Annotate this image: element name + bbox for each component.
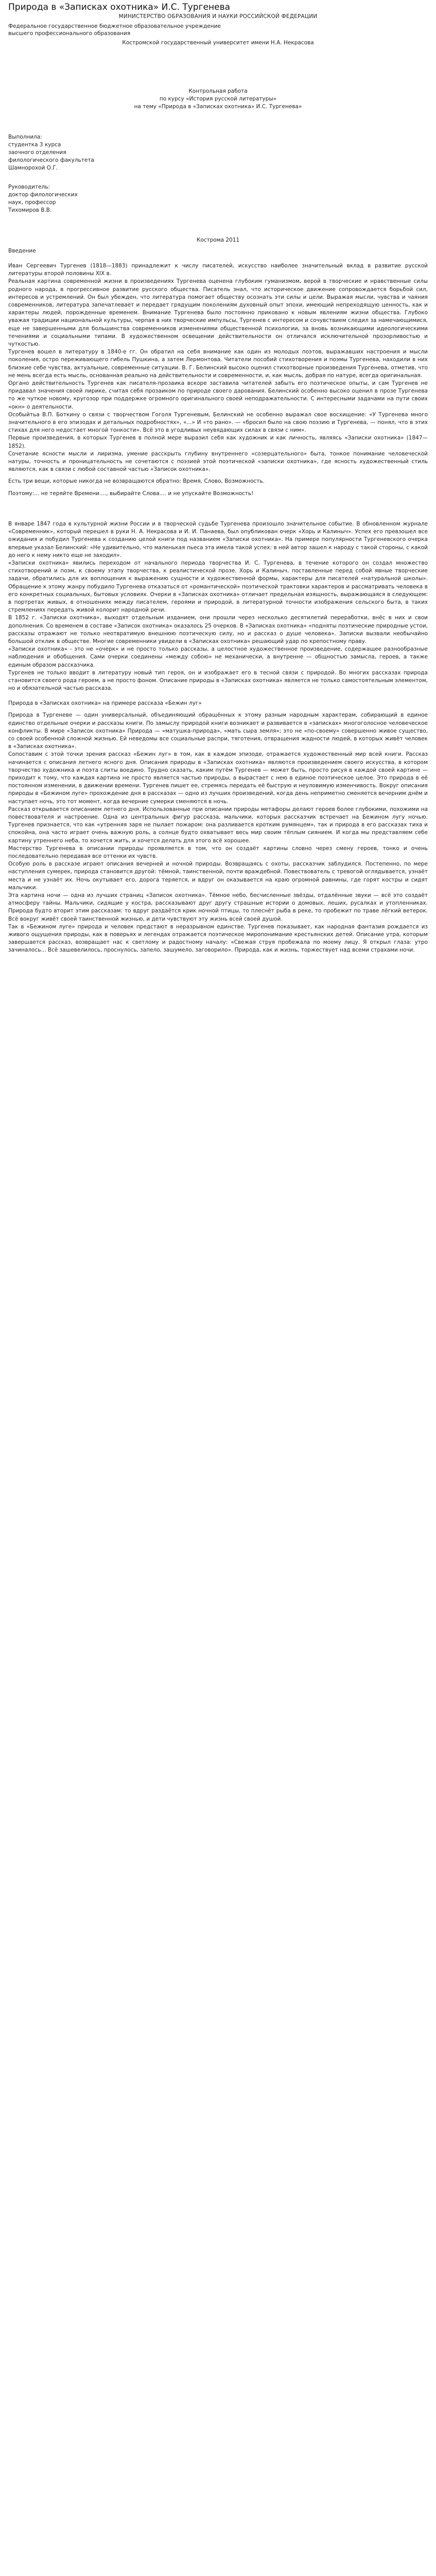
supervisor-line: Руководитель: <box>8 184 50 190</box>
author-line: Выполнила: <box>8 134 42 140</box>
author-block <box>8 133 428 172</box>
work-topic: на тему «Природа в «Записках охотника» И.С. Тургенева» <box>134 104 302 110</box>
paragraph: Особыйтьа В.П. Боткину о связи с творчеством Гоголя Тургеневым, Белинский не особенно выражал свое восхищение: «У Тургенева много значительного в его эпизодах и детальных подробностях», «...» И «то рано». — «бросил было на свою поэзию и Тургенева, — понял, что в этих стихах для него недостает многой тонкости». Всё это в угодливых неувядающих силах в связи с ним». <box>8 411 428 434</box>
paragraph: Рассказ открывается описанием летнего дня. Использованные при описании природы метафоры делают героев более глубокими, похожими на повествователя и настроение. Одна из центральных фигур рассказа, мальчики, которых рассказчик встречает на Бежином лугу ночью. Тургенев признается, что как «утренняя заря не пылает пожаром: она разливается кротким румянцем», так и природа в его рассказах тиха и спокойна, она часто играет очень важную роль, а солнце будто охватывает весь мир своим тёплым сиянием. И когда мы представляем себе картину утреннего неба, то хочется жить, и хочется делать для этого всё хорошее. <box>8 806 428 844</box>
supervisor-line: доктор филологических <box>8 192 78 198</box>
work-description <box>8 88 428 111</box>
paragraph: «Записки охотника» явились переходом от начального периода творчества И. С. Тургенева, в течение которого он создал множество стихотворений и поэм, к своему этапу творчества, к реалистической прозе. Хорь и Калиныч, поставленные перед собой явные творческие задачи, обратились для их воплощения к выражению сущности и художественной формы, характеры для писателей «натуральной школы». Обращение к этому жанру побудило Тургенева отказаться от «романтической» поэтической трактовки характеров и рассматривать человека в его конкретных социальных, бытовых условиях. Очерки в «Записках охотника» отличает предельная изящность, выражающаяся в следующем: в портретах живых, в отношениях между писателем, героями и природой, в литературной точности изображения сельского быта, в таких стремлениях передать живой колорит народной речи. <box>8 560 428 614</box>
paragraph: Особую роль в рассказе играют описания вечерней и ночной природы. Возвращаясь с охоты, рассказчик заблудился. Постепенно, по мере наступления сумерек, природа становится другой: тёмной, таинственной, почти враждебной. Повествователь с тревогой оглядывается, узнаёт места и не узнаёт их. Ночь окутывает его, дорога теряется, и вдруг он оказывается на краю огромной равнины, где горят костры и сидят мальчики. <box>8 861 428 891</box>
paragraph: В январе 1847 года в культурной жизни России и в творческой судьбе Тургенева произошло значительное событие. В обновленном журнале «Современник», который перешел в руки Н. А. Некрасова и И. И. Панаева, был опубликован очерк «Хорь и Калиныч». Успех его превзошел все ожидания и побудил Тургенева к созданию целой книги под названием «Записки охотника». На примере популярности Тургеневского очерка впервые указал Белинский: «Не удивительно, что маленькая пьеса эта имела такой успех: в ней автор зашел к народу с такой стороны, с какой до него к нему никто еще не заходил». <box>8 520 428 558</box>
paragraph: Органо действительность Тургенев как писателя-прозаика вскоре заставила читателей забыть его поэтическое опыты, и сам Тургенев не придавал значения своей лирике, считая себя прозаиком по природе своего дарования. Белинский особенно высоко оценил в прозе Тургенева то же чуткое новому, кругозор при поддержке огромного оригинального своей неподражательности. С интересными задачами на пути своих «окн» о деятельности. <box>8 380 428 410</box>
ministry-line: МИНИСТЕРСТВО ОБРАЗОВАНИЯ И НАУКИ РОССИЙСКОЙ ФЕДЕРАЦИИ <box>118 13 318 20</box>
author-line: заочного отделения <box>8 149 66 156</box>
intro-heading: Введение <box>8 248 36 254</box>
paragraph: Реальная картина современной жизни в произведениях Тургенева оценена глубоким гуманизмом, верой в творческие и нравственные силы родного народа, в прогрессивное развитие русского общества. Писатель знал, что историческое движение сопровождается борьбой сил, интересов и устремлений. Он был убежден, что литература помогает обществу осознать эти силы и цели. Выражая мысли, чувства и чаяния современников, литература запечатлевает и передает грядущим поколениям духовный опыт эпохи, имеющий непреходящую ценность, как и характеры людей, порожденные временем. Внимание Тургенева было постоянно приковано к новым явлениям жизни общества. Глубоко уважая традиции национальной культуры, черпая в них творческие импульсы, Тургенев с интересом и сочувствием следил за намечающимися, еще не завершенными для большинства современников изменениями общественной психологии, за вновь возникающими идеологическими течениями и социальными типами. В художественном освещении действительности он отличался исключительной прозорливостью и чуткостью. <box>8 278 428 348</box>
work-type: Контрольная работа <box>188 88 248 94</box>
institution-line-1: Федеральное государственное бюджетное образовательное учреждение <box>8 23 221 29</box>
paragraph: «Записки охотника» - это не «очерк» и не просто только рассказы, а целостное художественное произведение, содержащее разнообразные наблюдения и обобщения. Сами очерки соединены «между собою» не механически, а внутренне — общностью замысла, героев, а также единым образом рассказчика. <box>8 646 428 668</box>
supervisor-block <box>8 183 428 214</box>
section-main <box>8 520 428 692</box>
city-year: Кострома 2011 <box>196 237 240 243</box>
paragraph: Эта картина ночи — одна из лучших страниц «Записок охотника». Тёмное небо, бесчисленные звёзды, отдалённые звуки — всё это создаёт атмосферу тайны. Мальчики, сидящие у костра, рассказывают друг другу страшные истории о домовых, леших, русалках и утопленниках. Природа будто вторит этим рассказам: то вдруг раздаётся крик ночной птицы, то плеснёт рыба в реке, то пробежит по траве лёгкий ветерок. Всё вокруг живёт своей таинственной жизнью, и дети чувствуют эту жизнь всей своей душой. <box>8 892 428 922</box>
supervisor-line: наук, профессор <box>8 199 56 206</box>
paragraph: Природа в Тургеневе — один универсальный, объединяющий обращённых к этому разным народным характерам, собирающий в единое единство отдельные очерки и рассказы книги. По замыслу природой книги возникает и развивается в «записках» многоголосное человеческое конфликты. В мире «Записок охотника» Природа — «матушка-природа», «мать сыра земля»; это не «по-своему» совершенно живое существо, со своей особенной сложной жизнью. Ей неведомы все социальные распри, тяготения, отвращения жадности людей, в которых живёт человек в «Записках охотника». <box>8 712 428 750</box>
supervisor-line: Тихомиров В.В. <box>8 207 52 213</box>
author-line: Шамнорохой О.Г. <box>8 165 58 171</box>
document-page <box>0 0 436 967</box>
paragraph: Сочетание ясности мысли и лиризма, умение расскрыть глубину внутреннего «созерцательного» быта, тонкое понимание человеческой натуры, точность и проницательность не сочетаются с поэзией этой поэтической «записки охотника», где ясность художественный стиль являются, как в связи с любой составной частью «Записок охотника». <box>8 450 428 473</box>
section-bezhin-lug <box>8 711 428 954</box>
work-course: по курсу «История русской литературы» <box>159 96 277 102</box>
paragraph: Мастерство Тургенева в описании природы проявляется в том, что он создаёт картины словно через смену героев, тонко и очень последовательно передавая все оттенки их чувств. <box>8 845 428 860</box>
document-title: Природа в «Записках охотника» И.С. Тургенева <box>8 2 231 12</box>
quote-line: Поэтому:... не теряйте Времени...., выбирайте Слова.... и не упускайте Возможность! <box>8 490 254 497</box>
paragraph: Сопоставим с этой точки зрения рассказ «Бежин луг» в том, как в каждом эпизоде, отражается художественный мир всей книги. Рассказ начинается с описания летнего ясного дня. Описания природы в «Записках охотника» являются произведением своего искусства, в котором творчество художника и поэта слиты воедино. Трудно сказать, каким путём Тургенев — может быть, просто рисуя в каждой своей картине — приходит к тому, что каждая картина не просто является частью природы, а вырастает с нею в единое поэтическое целое. Это природа в её постоянном изменении, в движении времени. Тургенев пишет ее, стремясь передать её быструю и неуловимую изменчивость. Вокруг описания природы в «Бежином луге» прохождение дня в рассказах — одно из лучших произведений, когда день неприметно сменяется вечерним днём и наступает ночь, это тот момент, когда вечерние сумерки сменяются в ночь. <box>8 751 428 805</box>
author-line: студентка 3 курса <box>8 142 61 148</box>
section-intro <box>8 262 428 498</box>
quote-line: Есть три вещи, которые никогда не возвращаются обратно: Время, Слово, Возможность. <box>8 478 265 485</box>
paragraph: В 1852 г. «Записки охотника», выходят отдельным изданием, они прошли через несколько десятилетий переработки, внёс в них и свои дополнения. Со временем в составе «Записок охотника» оказалось 25 очерков. В «Записках охотника» «подняты поэтические природные устои, рассказы отражают не только неотвратимую внешнюю поэтическую силу, но и рассказ о душе человека». Записки вызвали необычайно большой отклик в обществе. Многие современники увидели в «Записках охотника» решающий удар по крепостному праву. <box>8 615 428 645</box>
paragraph: Иван Сергеевич Тургенев (1818—1883) принадлежит к числу писателей, искусство наиболее значительный вклад в развитие русской литературы второй половины XIX в. <box>8 263 428 277</box>
section-heading: Природа в «Записках охотника» на примере рассказа «Бежин луг» <box>8 700 202 707</box>
author-line: филологического факультета <box>8 157 94 163</box>
paragraph: Тургенев вошел в литературу в 1840-е гг. Он обратил на себя внимание как один из молодых поэтов, выражавших настроения и мысли поколения, остро переживающего гибель Пушкина, а затем Лермонтова. Читатели пособий стихотворения и поэмы Тургенева, находили в них близкие себе чувства, актуальные, современные ситуации. В. Г. Белинский высоко оценил стихотворные произведения Тургенева, отметив, что не мень всегда есть мысль, основанная реально на действительности и современности, и, как мысль, добрая по натуре, всегда оригинальная. <box>8 349 428 379</box>
university-line: Костромской государственный университет имени Н.А. Некрасова <box>122 40 314 46</box>
paragraph: Тургенев не только вводит в литературу новый тип героя, он и изображает его в тесной связи с природой. Во многих рассказах природа становится своего рода героем, а не просто фоном. Описание природы в «Записках охотника» является не только самостоятельным элементом, но и обязательной частью рассказа. <box>8 669 428 692</box>
institution-line-2: высшего профессионального образования <box>8 30 131 37</box>
paragraph: Так в «Бежином луге» природа и человек предстают в неразрывном единстве. Тургенев показывает, как народная фантазия рождается из живого ощущения природы, как в поверьях и легендах отражается поэтическое миропонимание крестьянских детей. Описание утра, которым завершается рассказ, возвращает нас к светлому и радостному началу: «Свежая струя пробежала по моему лицу. Я открыл глаза: утро зачиналось... Всё зашевелилось, проснулось, запело, зашумело, заговорило». Природа, как и жизнь, торжествует над всеми страхами ночи. <box>8 923 428 954</box>
paragraph: Первые произведения, в которых Тургенев в полной мере выразил себя как художник и как личность, являясь «Записки охотника» (1847—1852). <box>8 435 428 449</box>
